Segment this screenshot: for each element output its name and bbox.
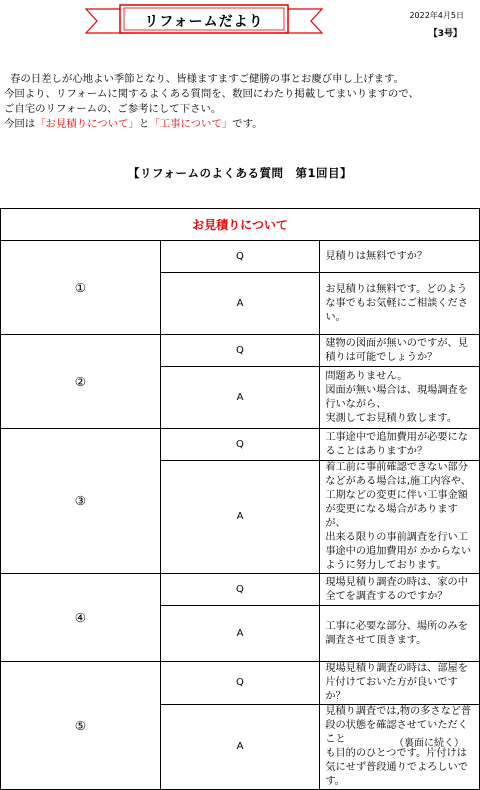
faq-number: ④: [1, 574, 161, 662]
faq-question: 工事途中で追加費用が必要になることはありますか？: [320, 429, 480, 461]
faq-answer: お見積りは無料です。どのような事でもお気軽にご相談ください。: [320, 273, 480, 335]
title-banner: [84, 4, 324, 38]
issue-date: 2022年4月5日: [409, 11, 464, 20]
faq-answer: 工事に必要な部分、場所のみを調査させて頂きます。: [320, 606, 480, 662]
faq-answer: 着工前に事前確認できない部分などがある場合は,施工内容や、 工期などの変更に伴い工事金額が変更になる場合がありますが、 出来る限りの事前調査を行い工事途中の追加費用が かからない ように努力しております。: [320, 461, 480, 574]
continued-on-back-note: （裏面に続く）: [394, 738, 464, 749]
q-label: Q: [160, 429, 320, 461]
a-label: A: [160, 705, 320, 790]
q-label: Q: [160, 335, 320, 367]
faq-number: ①: [1, 241, 161, 335]
intro-line: 今回より、リフォームに関するよくある質問を、数回にわたり掲載してまいりますので、: [4, 88, 419, 100]
a-label: A: [160, 606, 320, 662]
faq-number: ②: [1, 335, 161, 429]
faq-table: [0, 208, 480, 790]
faq-question-row: [1, 574, 480, 606]
q-label: Q: [160, 241, 320, 273]
faq-question-row: [1, 429, 480, 461]
intro-text: と: [138, 118, 150, 130]
faq-question-row: [1, 335, 480, 367]
topic-construction: 「工事について」: [149, 118, 233, 130]
faq-question: 現場見積り調査の時は、部屋を片付けておいた方が良いですか？: [320, 662, 480, 705]
faq-header-row: [1, 209, 480, 241]
intro-paragraph: [4, 72, 478, 132]
faq-subtitle: 【リフォームのよくある質問 第1回目】: [128, 166, 352, 180]
q-label: Q: [160, 574, 320, 606]
a-label: A: [160, 461, 320, 574]
faq-question-row: [1, 241, 480, 273]
a-label: A: [160, 273, 320, 335]
faq-question-row: [1, 662, 480, 705]
intro-text: 今回は: [4, 118, 36, 130]
a-label: A: [160, 367, 320, 429]
faq-answer: 見積り調査では,物の多さなど普段の状態を確認させていただくこと も目的のひとつです。片付けは気にせず普段通りでよろしいです。: [320, 705, 480, 790]
faq-question: 建物の図面が無いのですが、見積りは可能でしょうか？: [320, 335, 480, 367]
faq-section-title: お見積りについて: [1, 209, 480, 241]
faq-number: ③: [1, 429, 161, 574]
topic-estimate: 「お見積りについて」: [35, 118, 139, 130]
q-label: Q: [160, 662, 320, 705]
intro-text: です。: [232, 118, 263, 130]
intro-line: ご自宅のリフォームの、ご参考にして下さい。: [4, 103, 222, 115]
faq-number: ⑤: [1, 662, 161, 790]
faq-question: 現場見積り調査の時は、家の中全てを調査するのですか？: [320, 574, 480, 606]
intro-topics-line: [4, 117, 478, 132]
intro-line: 春の日差しが心地よい季節となり、皆様ますますご健勝の事とお慶び申し上げます。: [10, 73, 405, 85]
faq-question: 見積りは無料ですか？: [320, 241, 480, 273]
issue-number: 【3号】: [428, 29, 462, 39]
newsletter-title: リフォームだより: [144, 14, 264, 30]
faq-answer: 問題ありません。 図面が無い場合は、現場調査を行いながら、 実測してお見積り致します。: [320, 367, 480, 429]
